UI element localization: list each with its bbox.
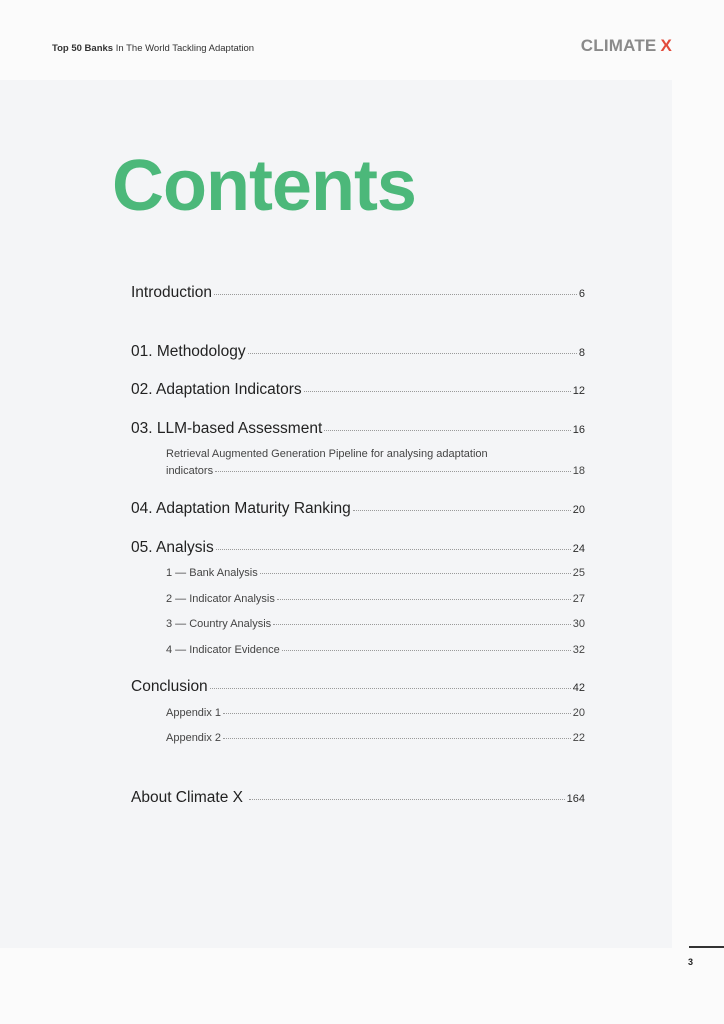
toc-entry-conclusion[interactable]: [131, 678, 585, 696]
document-title: [52, 43, 254, 54]
toc-label: indicators: [166, 465, 214, 477]
toc-page: 22: [572, 732, 585, 744]
toc-leader-dots: [248, 353, 577, 354]
toc-entry-indicator-evidence[interactable]: [166, 644, 585, 656]
toc-entry-rag-pipeline[interactable]: [166, 465, 585, 477]
toc-page: 30: [572, 618, 585, 630]
toc-label: 01. Methodology: [131, 343, 246, 360]
toc-leader-dots: [223, 738, 571, 739]
toc-leader-dots: [215, 471, 571, 472]
toc-leader-dots: [277, 599, 571, 600]
toc-entry-rag-line1: Retrieval Augmented Generation Pipeline for analysing adaptation: [166, 448, 488, 460]
toc-label: 02. Adaptation Indicators: [131, 381, 302, 398]
toc-entry-methodology[interactable]: [131, 343, 585, 361]
toc-page: 18: [572, 465, 585, 477]
toc-page: 32: [572, 644, 585, 656]
toc-entry-appendix-1[interactable]: [166, 707, 585, 719]
toc-entry-appendix-2[interactable]: [166, 732, 585, 744]
toc-label: 05. Analysis: [131, 539, 214, 556]
toc-label: 1 — Bank Analysis: [166, 567, 258, 579]
toc-label: Appendix 1: [166, 707, 222, 719]
toc-page: 164: [566, 793, 585, 805]
toc-entry-introduction[interactable]: [131, 284, 585, 302]
document-title-bold: Top 50 Banks: [52, 43, 114, 54]
toc-leader-dots: [249, 799, 565, 800]
page-title: Contents: [112, 146, 416, 226]
toc-leader-dots: [214, 294, 577, 295]
toc-entry-country-analysis[interactable]: [166, 618, 585, 630]
toc-leader-dots: [324, 430, 570, 431]
toc-label: 03. LLM-based Assessment: [131, 420, 323, 437]
toc-leader-dots: [210, 688, 571, 689]
toc-leader-dots: [282, 650, 571, 651]
toc-page: 25: [572, 567, 585, 579]
toc-page: 16: [572, 424, 585, 436]
toc-page: 42: [572, 682, 585, 694]
toc-entry-adaptation-indicators[interactable]: [131, 381, 585, 399]
page-number: 3: [688, 957, 694, 967]
document-title-rest: In The World Tackling Adaptation: [113, 43, 255, 54]
toc-leader-dots: [273, 624, 571, 625]
toc-label: 3 — Country Analysis: [166, 618, 272, 630]
toc-leader-dots: [216, 549, 571, 550]
logo-text: CLIMATE: [580, 36, 657, 55]
toc-leader-dots: [260, 573, 571, 574]
toc-entry-bank-analysis[interactable]: [166, 567, 585, 579]
toc-label: 2 — Indicator Analysis: [166, 593, 275, 605]
toc-page: 27: [572, 593, 585, 605]
page-header: [0, 0, 724, 80]
toc-label: About Climate X: [131, 789, 243, 806]
toc-page: 24: [572, 543, 585, 555]
toc-label: Appendix 2: [166, 732, 222, 744]
toc-entry-maturity-ranking[interactable]: [131, 500, 585, 518]
footer-rule: [689, 946, 724, 948]
toc-entry-indicator-analysis[interactable]: [166, 593, 585, 605]
toc-leader-dots: [223, 713, 571, 714]
toc-page: 8: [578, 347, 585, 359]
toc-page: 12: [572, 385, 585, 397]
toc-label: 04. Adaptation Maturity Ranking: [131, 500, 351, 517]
toc-entry-about-climate-x[interactable]: [131, 789, 585, 807]
toc-leader-dots: [353, 510, 571, 511]
toc-page: 20: [572, 707, 585, 719]
toc-label: Introduction: [131, 284, 212, 301]
toc-label: 4 — Indicator Evidence: [166, 644, 280, 656]
toc-entry-analysis[interactable]: [131, 539, 585, 557]
climate-x-logo: [581, 36, 672, 56]
toc-page: 6: [578, 288, 585, 300]
toc-page: 20: [572, 504, 585, 516]
toc-label: Conclusion: [131, 678, 208, 695]
logo-x-mark: X: [660, 36, 672, 55]
toc-entry-llm-assessment[interactable]: [131, 420, 585, 438]
toc-leader-dots: [304, 391, 571, 392]
